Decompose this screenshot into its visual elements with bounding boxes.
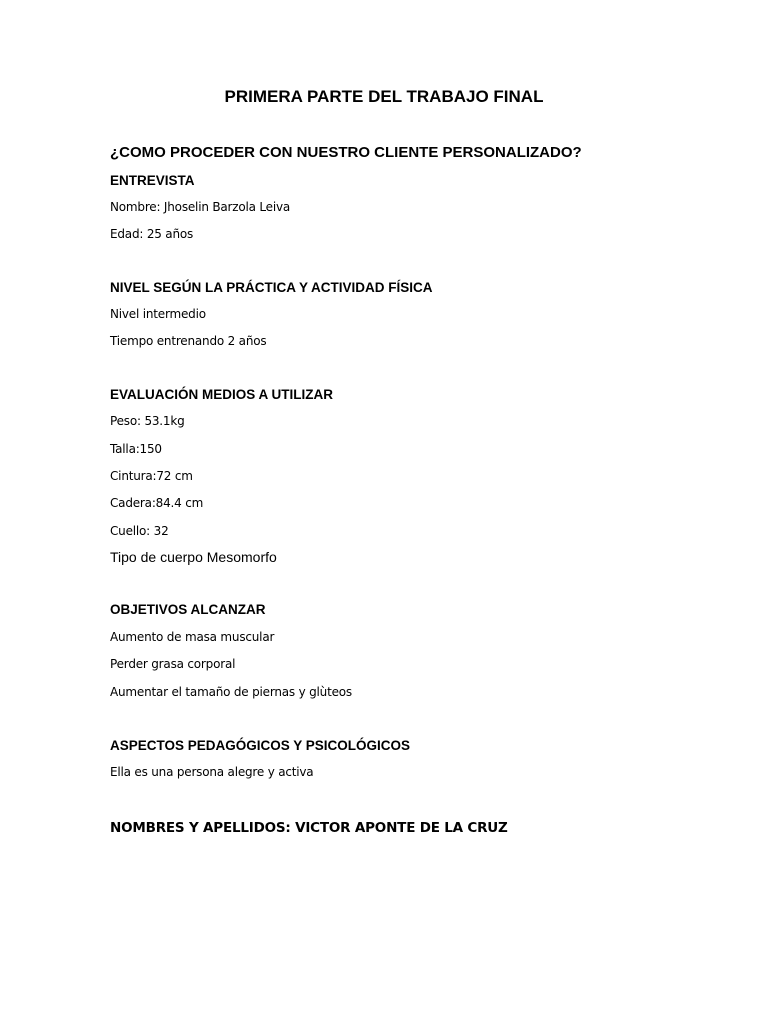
evaluacion-cuello: Cuello: 32 [110, 524, 169, 538]
section-heading-objetivos: OBJETIVOS ALCANZAR [110, 602, 266, 617]
section-heading-evaluacion: EVALUACIÓN MEDIOS A UTILIZAR [110, 387, 333, 402]
evaluacion-cintura: Cintura:72 cm [110, 469, 193, 483]
nivel-line: Nivel intermedio [110, 307, 206, 321]
evaluacion-talla: Talla:150 [110, 442, 162, 456]
section-heading-nivel: NIVEL SEGÚN LA PRÁCTICA Y ACTIVIDAD FÍSICA [110, 280, 433, 295]
section-heading-entrevista: ENTREVISTA [110, 173, 195, 188]
main-question: ¿COMO PROCEDER CON NUESTRO CLIENTE PERSONALIZADO? [110, 144, 582, 161]
section-heading-aspectos: ASPECTOS PEDAGÓGICOS Y PSICOLÓGICOS [110, 738, 411, 753]
entrevista-edad: Edad: 25 años [110, 227, 194, 241]
objetivo-masa-muscular: Aumento de masa muscular [110, 630, 275, 644]
author-line: NOMBRES Y APELLIDOS: VICTOR APONTE DE LA CRUZ [110, 820, 508, 836]
objetivo-piernas-gluteos: Aumentar el tamaño de piernas y glùteos [110, 685, 352, 699]
objetivo-grasa-corporal: Perder grasa corporal [110, 657, 236, 671]
aspectos-line: Ella es una persona alegre y activa [110, 765, 314, 779]
evaluacion-peso: Peso: 53.1kg [110, 414, 185, 428]
nivel-tiempo-line: Tiempo entrenando 2 años [110, 334, 267, 348]
evaluacion-cadera: Cadera:84.4 cm [110, 496, 204, 510]
document-title: PRIMERA PARTE DEL TRABAJO FINAL [224, 87, 544, 106]
entrevista-nombre: Nombre: Jhoselin Barzola Leiva [110, 200, 291, 214]
evaluacion-tipo-cuerpo: Tipo de cuerpo Mesomorfo [110, 549, 277, 565]
